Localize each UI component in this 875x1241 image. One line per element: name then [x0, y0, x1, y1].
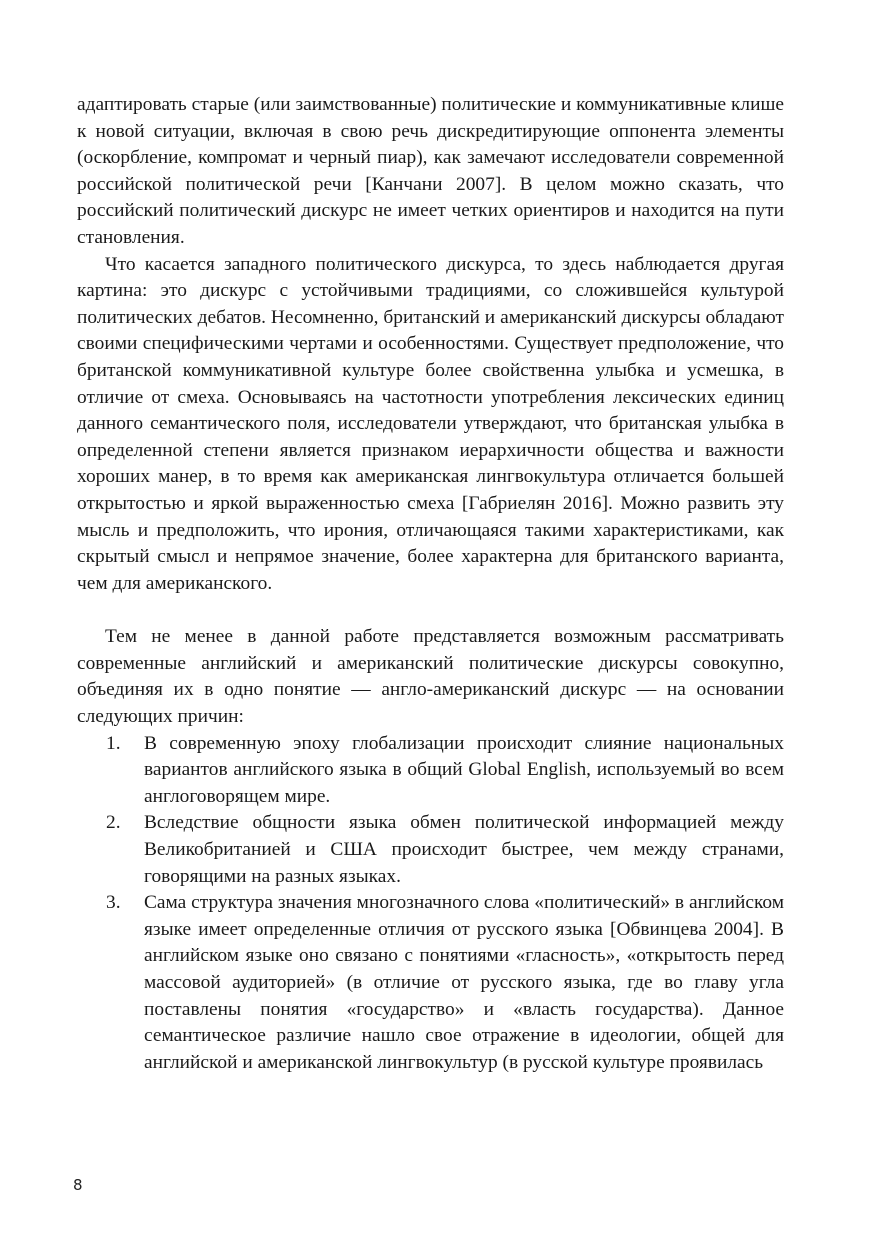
list-item-text: В современную эпоху глобализации происходит слияние национальных вариантов английского языка в общий Global English, используемый во всем англоговорящем мире.	[144, 732, 784, 807]
paragraph-continuation: адаптировать старые (или заимствованные) политические и коммуникативные клише к новой ситуации, включая в свою речь дискредитирующие оппонента элементы (оскорбление, компромат и черный пиар), как замечают исследователи современной российской политической речи [Канчани 2007]. В целом можно сказать, что российский политический дискурс не имеет четких ориентиров и находится на пути становления.	[77, 94, 784, 248]
list-item-number: 2.	[106, 812, 121, 834]
list-item	[77, 890, 784, 1076]
list-item	[77, 731, 784, 811]
paragraph-anglo-american-discourse: Тем не менее в данной работе представляется возможным рассматривать современные английский и американский политические дискурсы совокупно, объединяя их в одно понятие — англо-американский дискурс — на основании следующих причин:	[77, 626, 784, 728]
paragraph-western-discourse: Что касается западного политического дискурса, то здесь наблюдается другая картина: это дискурс с устойчивыми традициями, со сложившейся культурой политических дебатов. Несомненно, британский и американский дискурсы обладают своими специфическими чертами и особенностями. Существует предположение, что британской коммуникативной культуре более свойственна улыбка и усмешка, в отличие от смеха. Основываясь на частотности употребления лексических единиц данного семантического поля, исследователи утверждают, что британская улыбка в определенной степени является признаком иерархичности общества и важности хороших манер, в то время как американская лингвокультура отличается большей открытостью и яркой выраженностью смеха [Габриелян 2016]. Можно развить эту мысль и предположить, что ирония, отличающаяся такими характеристиками, как скрытый смысл и непрямое значение, более характерна для британского варианта, чем для американского.	[77, 253, 784, 594]
list-item-number: 3.	[106, 892, 121, 914]
body-text	[77, 92, 784, 1076]
list-item-text: Вследствие общности языка обмен политической информацией между Великобританией и США происходит быстрее, чем между странами, говорящими на разных языках.	[144, 812, 784, 887]
page-number: 8	[73, 1176, 83, 1194]
list-item-text: Сама структура значения многозначного слова «политический» в английском языке имеет определенные отличия от русского языка [Обвинцева 2004]. В английском языке оно связано с понятиями «гласность», «открытость перед массовой аудиторией» (в отличие от русского языка, где во главу угла поставлены понятия «государство» и «власть государства). Данное семантическое различие нашло свое отражение в идеологии, общей для английской и американской лингвокультур (в русской культуре проявилась	[144, 892, 784, 1073]
list-item-number: 1.	[106, 732, 121, 754]
list-item	[77, 810, 784, 890]
reasons-list	[77, 731, 784, 1077]
